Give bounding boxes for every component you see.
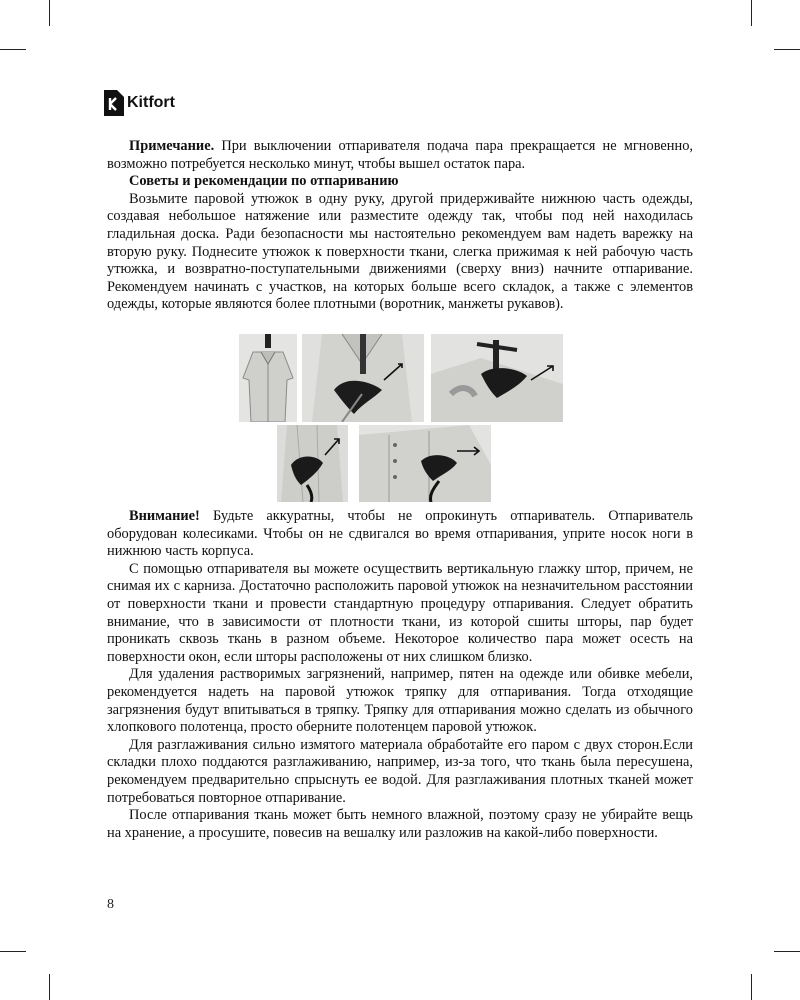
paragraph-drying: После отпаривания ткань может быть немного влажной, поэтому сразу не убирайте вещь на хранение, а просушите, повесив на вешалку или разложив на какой-либо поверхности.: [107, 807, 693, 841]
paragraph-stains: Для удаления растворимых загрязнений, например, пятен на одежде или обивке мебели, рекомендуется надеть на паровой утюжок тряпку для отпаривания. Тогда отходящие загрязнения будут впитываться в тряпку. Тряпку для отпаривания можно сделать из обычного хлопкового полотенца, просто оберните полотенцем паровой утюжок.: [107, 666, 693, 736]
brand-logo: [104, 90, 175, 116]
top-text: [107, 138, 693, 314]
photo-shirt-on-hanger: [239, 334, 297, 422]
kitfort-logo-icon: [104, 90, 124, 116]
crop-mark: [774, 49, 800, 50]
tips-heading: Советы и рекомендации по отпариванию: [129, 173, 399, 190]
crop-mark: [49, 974, 50, 1000]
note-label: Примечание.: [129, 138, 215, 154]
photo-steaming-sleeve: [277, 425, 348, 502]
crop-mark: [751, 0, 752, 26]
note-paragraph: [107, 138, 693, 173]
bottom-text: [107, 508, 693, 842]
note-text: При выключении отпаривателя подача пара прекращается не мгновенно, возможно потребуется несколько минут, чтобы вышел остаток пара.: [107, 138, 693, 172]
crop-mark: [49, 0, 50, 26]
photo-steaming-shoulder: [431, 334, 563, 422]
crop-mark: [0, 951, 26, 952]
paragraph-curtains: С помощью отпаривателя вы можете осуществить вертикальную глажку штор, причем, не снимая их с карниза. Достаточно расположить паровой утюжок на незначительном расстоянии от поверхности ткани и провести стандартную процедуру отпаривания. Следует обратить внимание, что в зависимости от плотности ткани, из которой сшиты шторы, пар будет проникать сквозь ткань в разном объеме. Некоторое количество пара может осесть на поверхности окон, если шторы расположены от них слишком близко.: [107, 560, 693, 665]
paragraph-wrinkles: Для разглаживания сильно измятого материала обработайте его паром с двух сторон.Если складки плохо поддаются разглаживанию, например, из-за того, что ткань была пересушена, рекомендуем предварительно спрыснуть ее водой. Для разглаживания плотных тканей может потребоваться повторное отпаривание.: [107, 736, 693, 806]
page-number: 8: [107, 897, 114, 912]
warning-label: Внимание!: [129, 508, 200, 524]
photo-steaming-collar: [302, 334, 424, 422]
warning-text: Будьте аккуратны, чтобы не опрокинуть отпариватель. Отпариватель оборудован колесиками. Чтобы он не сдвигался во время отпаривания, уприте носок ноги в нижнюю часть корпуса.: [107, 508, 693, 560]
warning-paragraph: [107, 508, 693, 561]
photo-steaming-cuff: [359, 425, 491, 502]
brand-name: Kitfort: [127, 94, 175, 111]
crop-mark: [774, 951, 800, 952]
tips-paragraph: Возьмите паровой утюжок в одну руку, другой придерживайте нижнюю часть одежды, создавая небольшое натяжение или разместите одежду так, чтобы под ней находилась гладильная доска. Ради безопасности мы настоятельно рекомендуем вам надеть варежку на вторую руку. Поднесите утюжок к поверхности ткани, слегка прижимая к ней рабочую часть утюжка, и возвратно-поступательными движениями (сверху вниз) начните отпаривание. Рекомендуем начинать с участков, на которых больше всего складок, а также с элементов одежды, которые являются более плотными (воротник, манжеты рукавов).: [107, 190, 693, 313]
crop-mark: [751, 974, 752, 1000]
crop-mark: [0, 49, 26, 50]
